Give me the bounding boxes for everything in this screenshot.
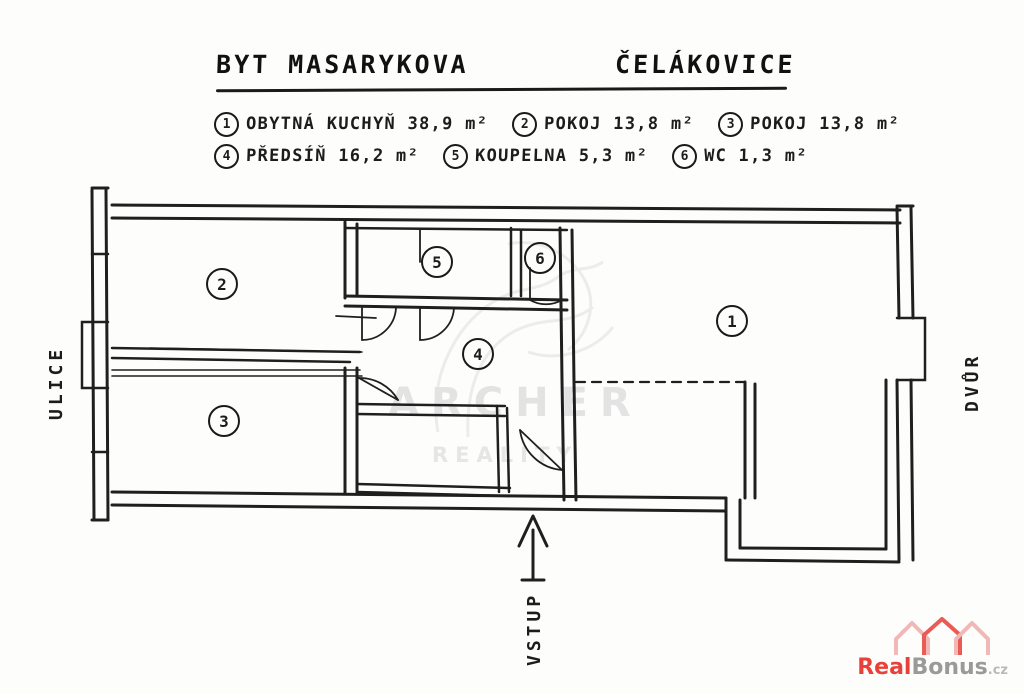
label-dvur: DVŮR (962, 352, 983, 412)
realbonus-roof-icon (888, 615, 1008, 657)
room-badge-1: 1 (716, 305, 748, 337)
legend-item-label: KOUPELNA 5,3 m² (474, 146, 649, 166)
legend-number-badge: 5 (443, 144, 468, 169)
legend-number-badge: 1 (214, 112, 239, 137)
room-badge-4: 4 (462, 338, 494, 370)
logo-text-real: Real (857, 655, 912, 680)
label-vstup: VSTUP (524, 591, 545, 666)
legend-item-label: POKOJ 13,8 m² (749, 114, 901, 134)
legend-number-badge: 2 (512, 112, 537, 137)
room-badge-6: 6 (524, 242, 556, 274)
legend-number-badge: 6 (672, 144, 697, 169)
logo-text-bonus: Bonus (911, 655, 988, 680)
realbonus-logo (857, 615, 1008, 680)
label-ulice: ULICE (46, 345, 67, 420)
legend-item-label: POKOJ 13,8 m² (543, 114, 695, 134)
page-title: BYT MASARYKOVA (215, 50, 470, 79)
room-badge-3: 3 (208, 405, 240, 437)
legend-item-label: PŘEDSÍŇ 16,2 m² (245, 146, 420, 166)
watermark-archer: ARCHER (388, 380, 643, 426)
realbonus-wordmark (857, 655, 1008, 680)
legend-number-badge: 3 (718, 112, 743, 137)
legend-item-label: OBYTNÁ KUCHYŇ 38,9 m² (245, 114, 489, 134)
room-badge-5: 5 (421, 246, 453, 278)
city-title: ČELÁKOVICE (614, 50, 797, 79)
room-badge-2: 2 (206, 268, 238, 300)
legend-item-label: WC 1,3 m² (703, 146, 809, 166)
legend-number-badge: 4 (214, 144, 239, 169)
watermark-reality: REALITY (432, 443, 579, 467)
logo-text-cz: .cz (987, 663, 1008, 678)
